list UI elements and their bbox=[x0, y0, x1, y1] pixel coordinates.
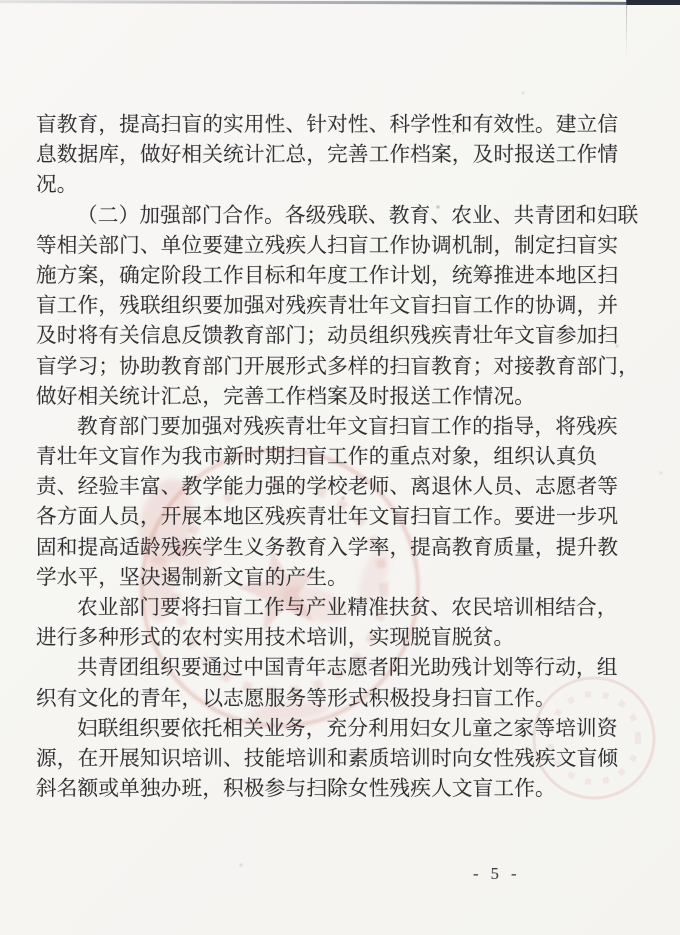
text-line: 及时将有关信息反馈教育部门；动员组织残疾青壮年文盲参加扫 bbox=[36, 325, 619, 348]
text-line: 学水平，坚决遏制新文盲的产生。 bbox=[36, 566, 348, 589]
text-line: 固和提高适龄残疾学生义务教育入学率，提高教育质量，提升教 bbox=[36, 536, 619, 559]
page-number: - 5 - bbox=[473, 864, 521, 883]
document-body bbox=[36, 110, 642, 804]
text-line: 共青团组织要通过中国青年志愿者阳光助残计划等行动，组 bbox=[77, 657, 618, 680]
scan-noise-specks bbox=[0, 0, 2, 2]
text-line: 等相关部门、单位要建立残疾人扫盲工作协调机制，制定扫盲实 bbox=[36, 234, 619, 257]
text-line: 做好相关统计汇总，完善工作档案及时报送工作情况。 bbox=[36, 385, 536, 408]
text-line: 盲学习；协助教育部门开展形式多样的扫盲教育；对接教育部门， bbox=[36, 355, 640, 378]
text-line: 盲工作，残联组织要加强对残疾青壮年文盲扫盲工作的协调，并 bbox=[36, 295, 619, 318]
text-line: 盲教育，提高扫盲的实用性、针对性、科学性和有效性。建立信 bbox=[36, 114, 619, 136]
text-line: 斜名额或单独办班，积极参与扫除女性残疾人文盲工作。 bbox=[36, 778, 556, 801]
text-line: 息数据库，做好相关统计汇总，完善工作档案，及时报送工作情 bbox=[36, 144, 619, 167]
text-line: 进行多种形式的农村实用技术培训，实现脱盲脱贫。 bbox=[36, 627, 515, 650]
scan-corner-artifact bbox=[626, 0, 680, 5]
text-line: 青壮年文盲作为我市新时期扫盲工作的重点对象，组织认真负 bbox=[36, 446, 598, 469]
text-line: （二）加强部门合作。各级残联、教育、农业、共青团和妇联 bbox=[77, 204, 639, 227]
text-line: 教育部门要加强对残疾青壮年文盲扫盲工作的指导，将残疾 bbox=[77, 415, 618, 438]
text-line: 妇联组织要依托相关业务，充分利用妇女儿童之家等培训资 bbox=[77, 717, 618, 740]
scan-edge-artifact-top bbox=[0, 0, 628, 5]
text-line: 源，在开展知识培训、技能培训和素质培训时向女性残疾文盲倾 bbox=[36, 747, 619, 770]
text-line: 况。 bbox=[36, 174, 78, 197]
scan-edge-artifact-vertical bbox=[626, 0, 627, 58]
text-line: 各方面人员，开展本地区残疾青壮年文盲扫盲工作。要进一步巩 bbox=[36, 506, 619, 529]
text-line: 织有文化的青年，以志愿服务等形式积极投身扫盲工作。 bbox=[36, 687, 556, 710]
text-line: 施方案，确定阶段工作目标和年度工作计划，统筹推进本地区扫 bbox=[36, 264, 619, 287]
text-line: 责、经验丰富、教学能力强的学校老师、离退休人员、志愿者等 bbox=[36, 476, 619, 499]
text-line: 农业部门要将扫盲工作与产业精准扶贫、农民培训相结合， bbox=[77, 597, 618, 619]
